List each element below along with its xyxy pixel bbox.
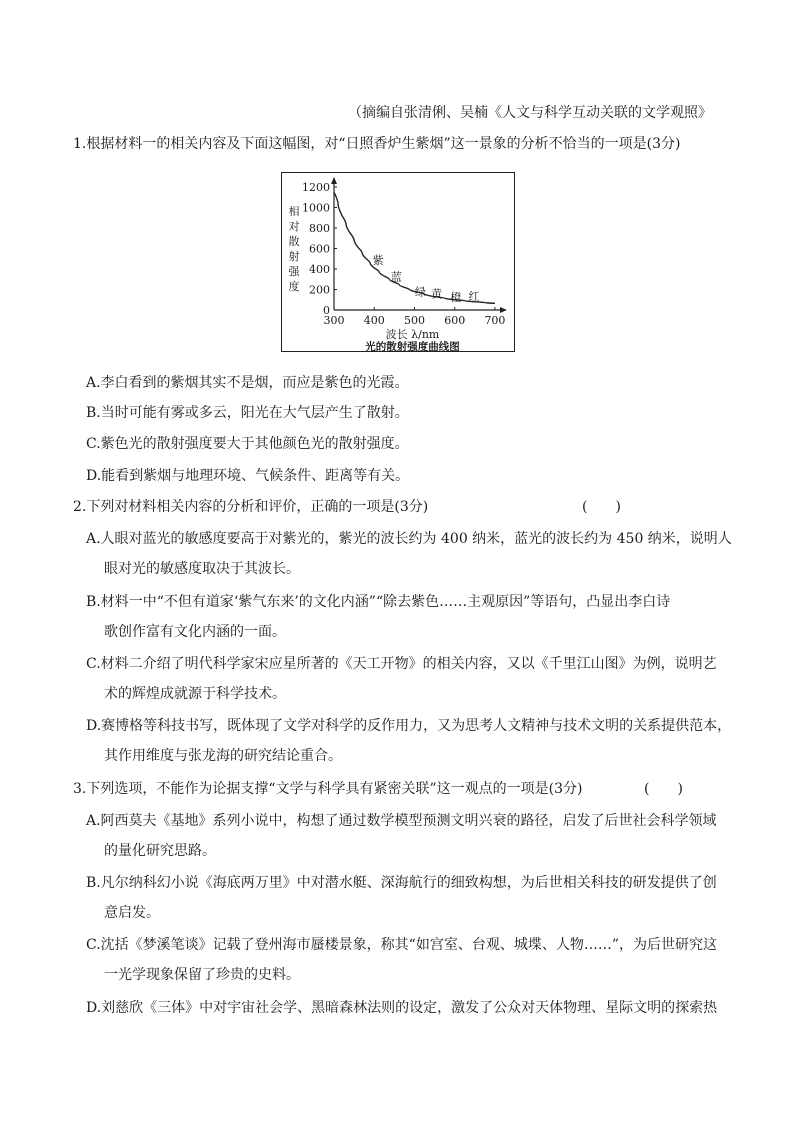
scattering-chart: [281, 172, 515, 352]
q3-option-b-cont: 意启发。: [104, 905, 160, 921]
q3-option-a-cont: 的量化研究思路。: [104, 843, 216, 859]
chart-title: 光的散射强度曲线图: [365, 341, 460, 353]
question-3-stem: 3.下列选项，不能作为论据支撑“文学与科学具有紧密关联”这一观点的一项是(3分): [73, 781, 583, 797]
color-label: 黄: [431, 287, 443, 301]
y-axis-label-char: 度: [288, 280, 300, 293]
x-tick-label: 700: [484, 314, 506, 327]
x-tick-label: 600: [444, 314, 466, 327]
q3-option-b: B.凡尔纳科幻小说《海底两万里》中对潜水艇、深海航行的细致构想，为后世相关科技的研发提供了创: [86, 875, 717, 891]
chart-svg: [282, 173, 516, 353]
question-2-stem: 2.下列对材料相关内容的分析和评价，正确的一项是(3分): [73, 499, 429, 515]
q3-option-c: C.沈括《梦溪笔谈》记载了登州海市蜃楼景象，称其“如宫室、台观、城堞、人物……”，为后世研究这: [86, 937, 717, 953]
q2-option-a: A.人眼对蓝光的敏感度要高于对紫光的，紫光的波长约为 400 纳米，蓝光的波长约为 450 纳米，说明人: [86, 531, 732, 547]
y-tick-label: 200: [309, 283, 330, 297]
q3-option-d: D.刘慈欣《三体》中对宇宙社会学、黑暗森林法则的设定，激发了公众对天体物理、星际文明的探索热: [86, 1000, 718, 1016]
color-label: 紫: [372, 253, 384, 267]
q2-option-b-cont: 歌创作富有文化内涵的一面。: [104, 624, 286, 640]
y-axis-label-char: 相: [288, 205, 300, 218]
q2-option-d-cont: 其作用维度与张龙海的研究结论重合。: [104, 748, 342, 764]
y-axis-label-char: 对: [288, 220, 300, 233]
y-tick-label: 1200: [302, 181, 330, 194]
q1-option-a: A.李白看到的紫烟其实不是烟，而应是紫色的光霞。: [86, 375, 409, 391]
source-citation: （摘编自张清俐、吴楠《人文与科学互动关联的文学观照》: [348, 105, 712, 121]
question-3-answer-paren: ( ): [644, 781, 683, 797]
q1-option-b: B.当时可能有雾或多云，阳光在大气层产生了散射。: [86, 405, 409, 421]
q2-option-b: B.材料一中“不但有道家‘紫气东来’的文化内涵”“除去紫色……主观原因”等语句，凸显出李白诗: [86, 594, 671, 610]
x-tick-label: 400: [363, 314, 385, 327]
q2-option-d: D.赛博格等科技书写，既体现了文学对科学的反作用力，又为思考人文精神与技术文明的关系提供范本，: [86, 718, 732, 734]
color-label: 蓝: [390, 270, 402, 284]
y-tick-label: 800: [309, 222, 330, 235]
x-axis-arrow: [500, 307, 507, 313]
y-axis-label-char: 射: [288, 250, 300, 263]
question-1-stem: 1.根据材料一的相关内容及下面这幅图，对“日照香炉生紫烟”这一景象的分析不恰当的一项是(3分): [73, 136, 681, 152]
y-tick-label: 400: [309, 263, 330, 276]
x-tick-label: 500: [403, 314, 425, 327]
color-label: 橙: [450, 290, 462, 304]
q1-option-c: C.紫色光的散射强度要大于其他颜色光的散射强度。: [86, 436, 409, 452]
x-tick-label: 300: [323, 314, 345, 327]
y-axis-arrow: [331, 177, 337, 184]
y-axis-label-char: 强: [288, 265, 300, 278]
question-2-answer-paren: ( ): [582, 499, 621, 515]
y-axis-label-char: 散: [288, 235, 300, 248]
y-tick-label: 600: [309, 242, 330, 256]
q1-option-d: D.能看到紫烟与地理环境、气候条件、距离等有关。: [86, 468, 410, 484]
q2-option-c: C.材料二介绍了明代科学家宋应星所著的《天工开物》的相关内容，又以《千里江山图》为例，说明艺: [86, 656, 717, 672]
x-axis-label: 波长 λ/nm: [385, 328, 440, 341]
y-tick-label: 0: [323, 304, 330, 317]
q3-option-c-cont: 一光学现象保留了珍贵的史料。: [104, 967, 300, 983]
q2-option-c-cont: 术的辉煌成就源于科学技术。: [104, 686, 286, 702]
color-label: 绿: [415, 285, 427, 299]
q3-option-a: A.阿西莫夫《基地》系列小说中，构想了通过数学模型预测文明兴衰的路径，启发了后世社会科学领域: [86, 813, 717, 829]
color-label: 红: [468, 289, 480, 303]
q2-option-a-cont: 眼对光的敏感度取决于其波长。: [104, 561, 300, 577]
y-tick-label: 1000: [302, 201, 330, 215]
